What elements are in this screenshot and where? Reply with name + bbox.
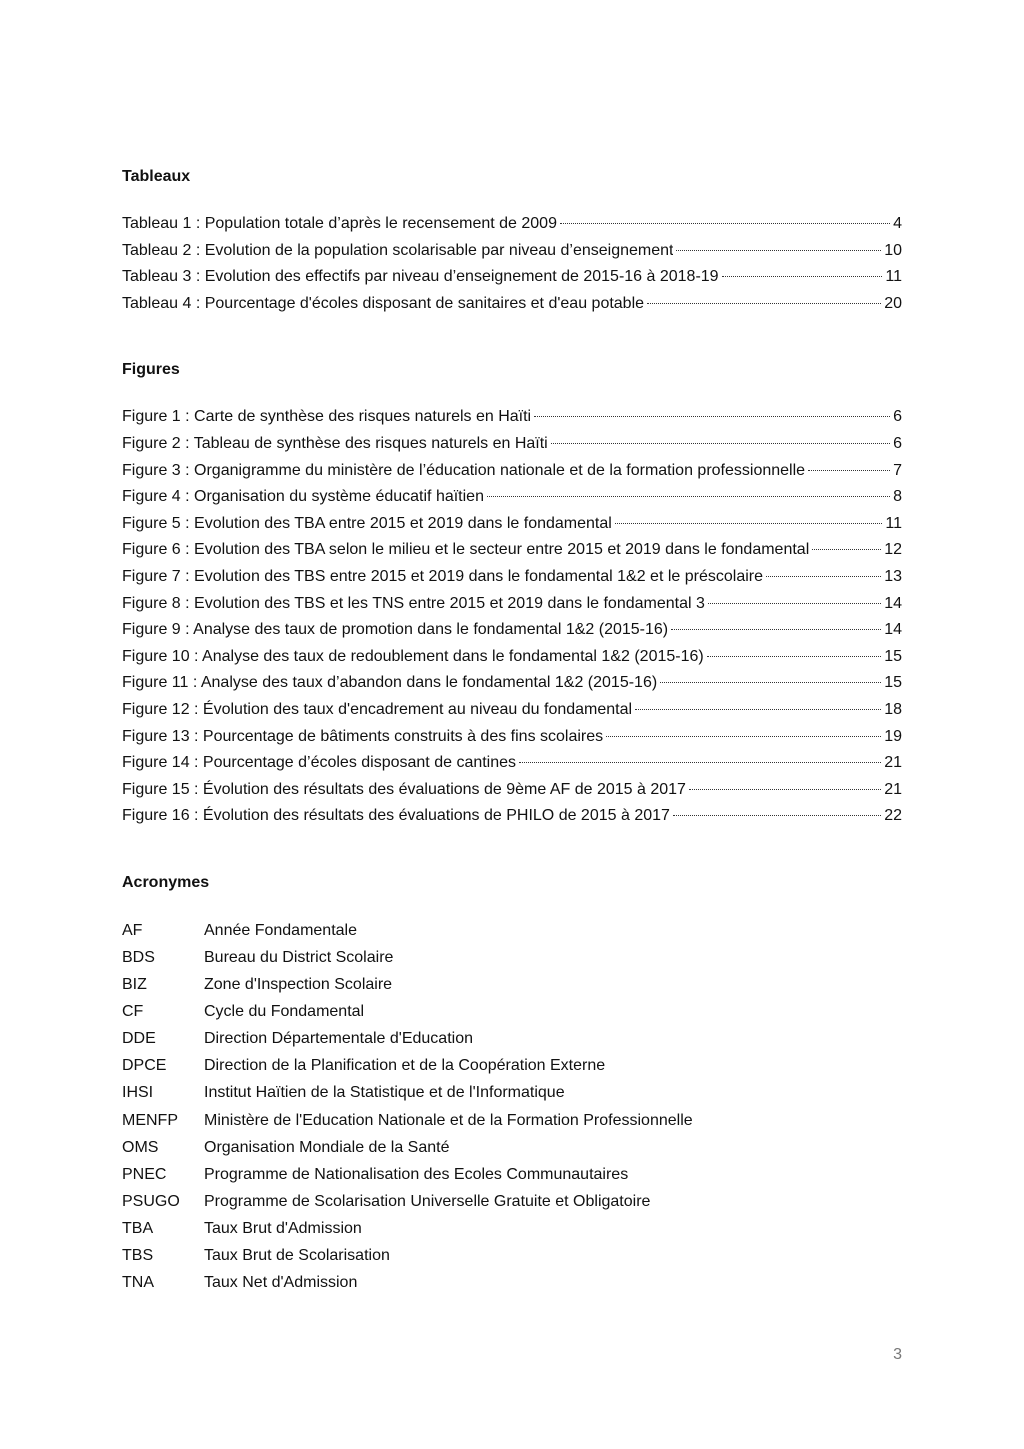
toc-entry-title: Figure 7 : Evolution des TBS entre 2015 et 2019 dans le fondamental 1&2 et le préscolaire xyxy=(122,567,763,585)
dot-leader xyxy=(708,602,881,604)
toc-entry-page: 10 xyxy=(884,241,902,259)
acronym-row xyxy=(122,1188,902,1215)
acronym-row xyxy=(122,944,902,971)
toc-entry-title: Figure 15 : Évolution des résultats des évaluations de 9ème AF de 2015 à 2017 xyxy=(122,780,686,798)
dot-leader xyxy=(676,249,881,251)
acronym-abbr: TBS xyxy=(122,1247,154,1264)
toc-entry-title: Figure 1 : Carte de synthèse des risques naturels en Haïti xyxy=(122,408,532,426)
toc-entry[interactable] xyxy=(122,564,902,591)
dot-leader xyxy=(615,522,883,524)
toc-entry-title: Tableau 2 : Evolution de la population scolarisable par niveau d’enseignement xyxy=(122,241,674,259)
toc-entry-page: 11 xyxy=(885,268,902,286)
acronym-definition: Bureau du District Scolaire xyxy=(204,948,394,966)
figures-heading: Figures xyxy=(122,361,180,379)
toc-entry-page: 14 xyxy=(884,594,902,612)
toc-entry-page: 18 xyxy=(884,700,902,718)
toc-entry-title: Figure 5 : Evolution des TBA entre 2015 et 2019 dans le fondamental xyxy=(122,514,612,532)
acronym-definition: Année Fondamentale xyxy=(204,921,357,939)
toc-entry[interactable] xyxy=(122,670,902,697)
toc-entry[interactable] xyxy=(122,264,902,291)
dot-leader xyxy=(560,222,890,224)
toc-entry-page: 6 xyxy=(893,408,902,426)
acronym-abbr: TBA xyxy=(122,1219,154,1237)
toc-entry[interactable] xyxy=(122,291,902,318)
dot-leader xyxy=(722,275,883,277)
toc-entry-title: Figure 13 : Pourcentage de bâtiments construits à des fins scolaires xyxy=(122,727,604,745)
toc-entry-title: Tableau 3 : Evolution des effectifs par niveau d’enseignement de 2015-16 à 2018-19 xyxy=(122,268,719,286)
toc-entry-page: 7 xyxy=(893,461,902,479)
dot-leader xyxy=(689,788,881,790)
toc-entry[interactable] xyxy=(122,458,902,485)
acronym-abbr: OMS xyxy=(122,1138,159,1156)
toc-entry-title: Tableau 4 : Pourcentage d'écoles disposant de sanitaires et d'eau potable xyxy=(122,294,645,312)
dot-leader xyxy=(487,495,890,497)
toc-entry[interactable] xyxy=(122,617,902,644)
section-spacer xyxy=(122,830,902,873)
page-content xyxy=(122,167,902,1296)
section-spacer xyxy=(122,317,902,360)
toc-entry-title: Figure 8 : Evolution des TBS et les TNS entre 2015 et 2019 dans le fondamental 3 xyxy=(122,594,705,612)
toc-entry[interactable] xyxy=(122,697,902,724)
acronym-definition: Institut Haïtien de la Statistique et de l'Informatique xyxy=(204,1084,565,1102)
toc-entry[interactable] xyxy=(122,511,902,538)
toc-entry-title: Figure 11 : Analyse des taux d’abandon dans le fondamental 1&2 (2015-16) xyxy=(122,674,658,692)
acronym-abbr: BDS xyxy=(122,948,155,966)
acronym-row xyxy=(122,1161,902,1188)
dot-leader xyxy=(606,735,881,737)
toc-entry-page: 15 xyxy=(884,647,902,665)
acronym-row xyxy=(122,998,902,1025)
acronyms-heading: Acronymes xyxy=(122,873,210,891)
acronym-row xyxy=(122,917,902,944)
acronym-row xyxy=(122,1025,902,1052)
dot-leader xyxy=(519,761,881,763)
toc-entry-page: 21 xyxy=(884,754,902,772)
toc-entry-title: Figure 2 : Tableau de synthèse des risques naturels en Haïti xyxy=(122,434,548,452)
acronym-row xyxy=(122,1242,902,1269)
acronym-abbr: TNA xyxy=(122,1274,154,1292)
acronym-row xyxy=(122,1107,902,1134)
acronym-definition: Direction de la Planification et de la Coopération Externe xyxy=(204,1057,606,1075)
page-number: 3 xyxy=(893,1346,902,1363)
toc-entry-title: Figure 6 : Evolution des TBA selon le milieu et le secteur entre 2015 et 2019 dans le fondamental xyxy=(122,541,810,559)
acronym-abbr: PNEC xyxy=(122,1165,167,1183)
toc-entry[interactable] xyxy=(122,404,902,431)
toc-entry-page: 15 xyxy=(884,674,902,692)
acronym-abbr: PSUGO xyxy=(122,1192,180,1210)
acronym-abbr: CF xyxy=(122,1003,144,1021)
toc-entry[interactable] xyxy=(122,644,902,671)
acronym-row xyxy=(122,1269,902,1296)
toc-entry-title: Figure 16 : Évolution des résultats des évaluations de PHILO de 2015 à 2017 xyxy=(122,807,670,825)
acronym-abbr: DPCE xyxy=(122,1057,167,1075)
acronym-definition: Taux Brut de Scolarisation xyxy=(204,1247,390,1264)
toc-entry[interactable] xyxy=(122,591,902,618)
acronym-definition: Zone d'Inspection Scolaire xyxy=(204,976,393,994)
dot-leader xyxy=(707,655,881,657)
acronyms-section xyxy=(122,873,902,1296)
acronym-definition: Taux Brut d'Admission xyxy=(204,1219,362,1237)
figures-list xyxy=(122,404,902,830)
acronym-abbr: IHSI xyxy=(122,1084,154,1102)
acronym-definition: Organisation Mondiale de la Santé xyxy=(204,1138,450,1156)
acronym-definition: Direction Départementale d'Education xyxy=(204,1030,473,1048)
toc-entry-page: 6 xyxy=(893,434,902,452)
acronym-abbr: BIZ xyxy=(122,976,147,994)
toc-entry-title: Tableau 1 : Population totale d’après le recensement de 2009 xyxy=(122,215,557,232)
toc-entry[interactable] xyxy=(122,431,902,458)
dot-leader xyxy=(808,469,890,471)
toc-entry-title: Figure 3 : Organigramme du ministère de l’éducation nationale et de la formation professionnelle xyxy=(122,461,806,479)
acronym-row xyxy=(122,1134,902,1161)
acronym-definition: Programme de Scolarisation Universelle Gratuite et Obligatoire xyxy=(204,1192,651,1210)
tables-list xyxy=(122,211,902,317)
tables-heading: Tableaux xyxy=(122,168,191,185)
toc-entry-page: 8 xyxy=(893,488,902,506)
toc-entry-title: Figure 9 : Analyse des taux de promotion dans le fondamental 1&2 (2015-16) xyxy=(122,621,669,639)
acronym-definition: Ministère de l'Education Nationale et de la Formation Professionnelle xyxy=(204,1111,693,1129)
toc-entry[interactable] xyxy=(122,750,902,777)
dot-leader xyxy=(534,415,890,417)
toc-entry[interactable] xyxy=(122,238,902,265)
dot-leader xyxy=(660,681,881,683)
toc-entry-title: Figure 14 : Pourcentage d’écoles disposant de cantines xyxy=(122,754,517,772)
toc-entry-title: Figure 10 : Analyse des taux de redoublement dans le fondamental 1&2 (2015-16) xyxy=(122,647,704,665)
toc-entry-page: 19 xyxy=(884,727,902,745)
toc-entry-title: Figure 12 : Évolution des taux d'encadrement au niveau du fondamental xyxy=(122,700,633,718)
acronym-row xyxy=(122,1052,902,1079)
dot-leader xyxy=(671,628,881,630)
acronym-definition: Programme de Nationalisation des Ecoles Communautaires xyxy=(204,1165,629,1183)
dot-leader xyxy=(551,442,890,444)
toc-entry[interactable] xyxy=(122,537,902,564)
toc-entry-page: 4 xyxy=(893,215,902,232)
toc-entry-page: 14 xyxy=(884,621,902,639)
acronym-list xyxy=(122,917,902,1296)
acronym-abbr: AF xyxy=(122,921,143,939)
acronym-abbr: MENFP xyxy=(122,1111,178,1129)
acronym-row xyxy=(122,1079,902,1106)
toc-entry-page: 11 xyxy=(885,514,902,532)
toc-entry-page: 13 xyxy=(884,567,902,585)
acronym-abbr: DDE xyxy=(122,1030,156,1048)
acronym-row xyxy=(122,971,902,998)
toc-entry-page: 22 xyxy=(884,807,902,825)
toc-entry[interactable] xyxy=(122,211,902,238)
dot-leader xyxy=(812,548,881,550)
dot-leader xyxy=(673,814,881,816)
dot-leader xyxy=(647,302,881,304)
toc-entry[interactable] xyxy=(122,803,902,830)
toc-entry-page: 20 xyxy=(884,294,902,312)
dot-leader xyxy=(635,708,881,710)
acronym-definition: Taux Net d'Admission xyxy=(204,1274,358,1292)
toc-entry[interactable] xyxy=(122,777,902,804)
toc-entry-title: Figure 4 : Organisation du système éducatif haïtien xyxy=(122,488,484,506)
toc-entry[interactable] xyxy=(122,484,902,511)
toc-entry-page: 12 xyxy=(884,541,902,559)
toc-entry[interactable] xyxy=(122,724,902,751)
dot-leader xyxy=(766,575,881,577)
tables-section xyxy=(122,167,902,317)
acronym-row xyxy=(122,1215,902,1242)
acronym-definition: Cycle du Fondamental xyxy=(204,1003,365,1021)
toc-entry-page: 21 xyxy=(884,780,902,798)
figures-section xyxy=(122,360,902,830)
